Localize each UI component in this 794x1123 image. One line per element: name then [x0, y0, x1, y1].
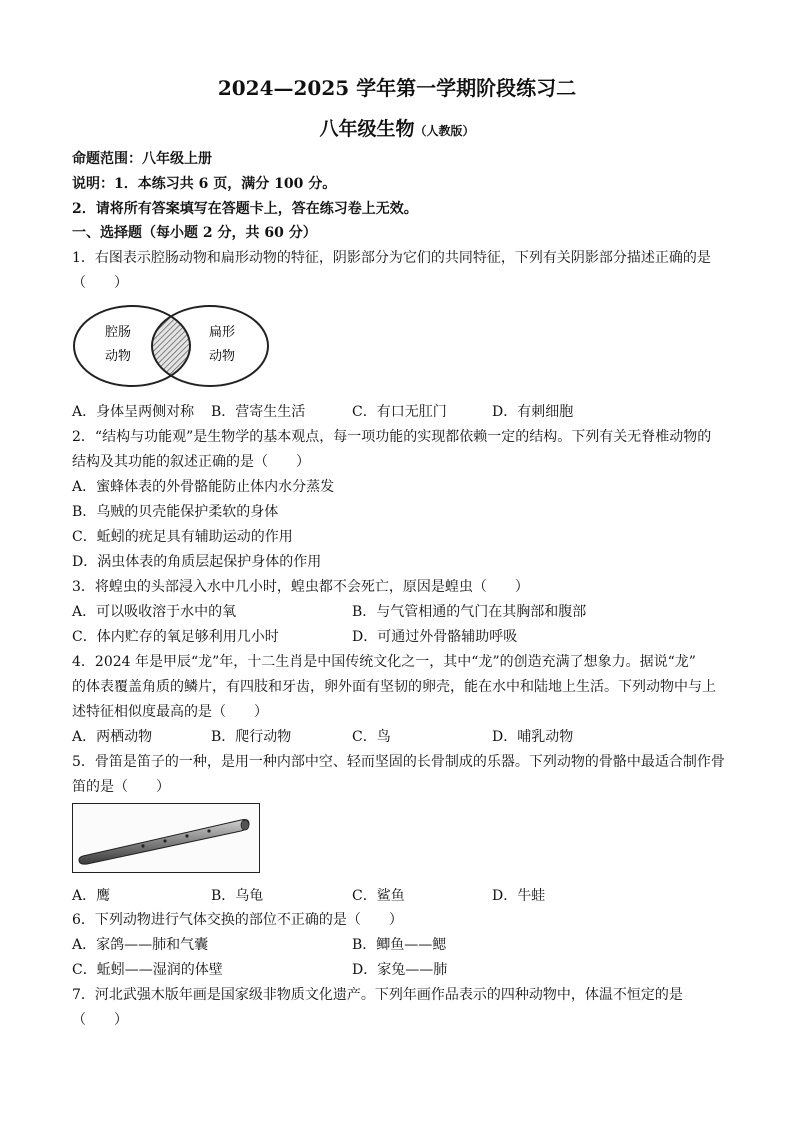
question-1-option-c: C．有口无肛门 [352, 404, 447, 420]
question-3-option-d: D．可通过外骨骼辅助呼吸 [352, 629, 518, 645]
question-5-option-b: B．乌龟 [211, 888, 264, 904]
question-2-option-c: C．蚯蚓的疣足具有辅助运动的作用 [72, 529, 293, 545]
scope-line: 命题范围：八年级上册 [72, 151, 212, 167]
question-7-stem: 7．河北武强木版年画是国家级非物质文化遗产。下列年画作品表示的四种动物中，体温不恒定的是 [72, 987, 683, 1003]
question-4-option-a: A．两栖动物 [72, 729, 153, 745]
instruction-2: 2．请将所有答案填写在答题卡上，答在练习卷上无效。 [72, 201, 418, 217]
question-3-option-a: A．可以吸收溶于水中的氧 [72, 604, 237, 620]
question-4-option-c: C．鸟 [352, 729, 391, 745]
question-6-option-a: A．家鸽——肺和气囊 [72, 937, 209, 953]
question-4-option-b: B．爬行动物 [211, 729, 292, 745]
question-5-stem-2: 笛的是（ ） [72, 779, 170, 795]
question-1-option-a: A．身体呈两侧对称 [72, 404, 195, 420]
venn-left-label-2: 动物 [104, 349, 132, 364]
question-7-bracket: （ ） [72, 1012, 128, 1028]
question-1-bracket: （ ） [72, 275, 128, 291]
section-heading: 一、选择题（每小题 2 分，共 60 分） [72, 225, 317, 241]
question-1-option-b: B．营寄生生活 [211, 404, 306, 420]
question-6-option-d: D．家兔——肺 [352, 962, 448, 978]
question-5-stem: 5．骨笛是笛子的一种，是用一种内部中空、轻而坚固的长骨制成的乐器。下列动物的骨骼中最适合制作骨 [72, 754, 725, 770]
question-1-stem: 1．右图表示腔肠动物和扁形动物的特征，阴影部分为它们的共同特征，下列有关阴影部分描述正确的是 [72, 250, 711, 266]
question-2-stem: 2．“结构与功能观”是生物学的基本观点，每一项功能的实现都依赖一定的结构。下列有关无脊椎动物的 [72, 429, 712, 445]
question-2-option-d: D．涡虫体表的角质层起保护身体的作用 [72, 554, 322, 570]
question-6-stem: 6．下列动物进行气体交换的部位不正确的是（ ） [72, 912, 403, 928]
venn-left-label-1: 腔肠 [104, 325, 132, 340]
question-4-stem: 4．2024 年是甲辰“龙”年，十二生肖是中国传统文化之一，其中“龙”的创造充满了想象力。据说“龙” [72, 654, 696, 670]
venn-diagram [72, 302, 270, 392]
question-2-stem-2: 结构及其功能的叙述正确的是（ ） [72, 454, 310, 470]
subject-name: 八年级生物 [319, 118, 415, 140]
question-1-option-d: D．有刺细胞 [492, 404, 574, 420]
question-2-option-a: A．蜜蜂体表的外骨骼能防止体内水分蒸发 [72, 479, 335, 495]
question-5-option-d: D．牛蛙 [492, 888, 546, 904]
instruction-1: 说明：1．本练习共 6 页，满分 100 分。 [72, 176, 337, 192]
question-2-option-b: B．乌贼的贝壳能保护柔软的身体 [72, 504, 279, 520]
venn-right-label-2: 动物 [208, 349, 236, 364]
question-5-option-c: C．鲨鱼 [352, 888, 405, 904]
question-3-option-b: B．与气管相通的气门在其胸部和腹部 [352, 604, 587, 620]
question-6-option-b: B．鲫鱼——鳃 [352, 937, 447, 953]
page-title: 2024—2025 学年第一学期阶段练习二 [217, 76, 577, 100]
subject-title [0, 114, 794, 141]
question-3-stem: 3．将蝗虫的头部浸入水中几小时，蝗虫都不会死亡，原因是蝗虫（ ） [72, 579, 529, 595]
question-5-option-a: A．鹰 [72, 888, 111, 904]
question-4-option-d: D．哺乳动物 [492, 729, 574, 745]
question-4-stem-2: 的体表覆盖角质的鳞片，有四肢和牙齿，卵外面有坚韧的卵壳，能在水中和陆地上生活。下列动物中与上 [72, 679, 716, 695]
edition-label: （人教版） [414, 124, 475, 138]
question-4-stem-3: 述特征相似度最高的是（ ） [72, 704, 268, 720]
bone-flute-image [72, 803, 260, 873]
question-3-option-c: C．体内贮存的氧足够利用几小时 [72, 629, 279, 645]
venn-right-label-1: 扁形 [208, 325, 236, 340]
question-6-option-c: C．蚯蚓——湿润的体壁 [72, 962, 223, 978]
